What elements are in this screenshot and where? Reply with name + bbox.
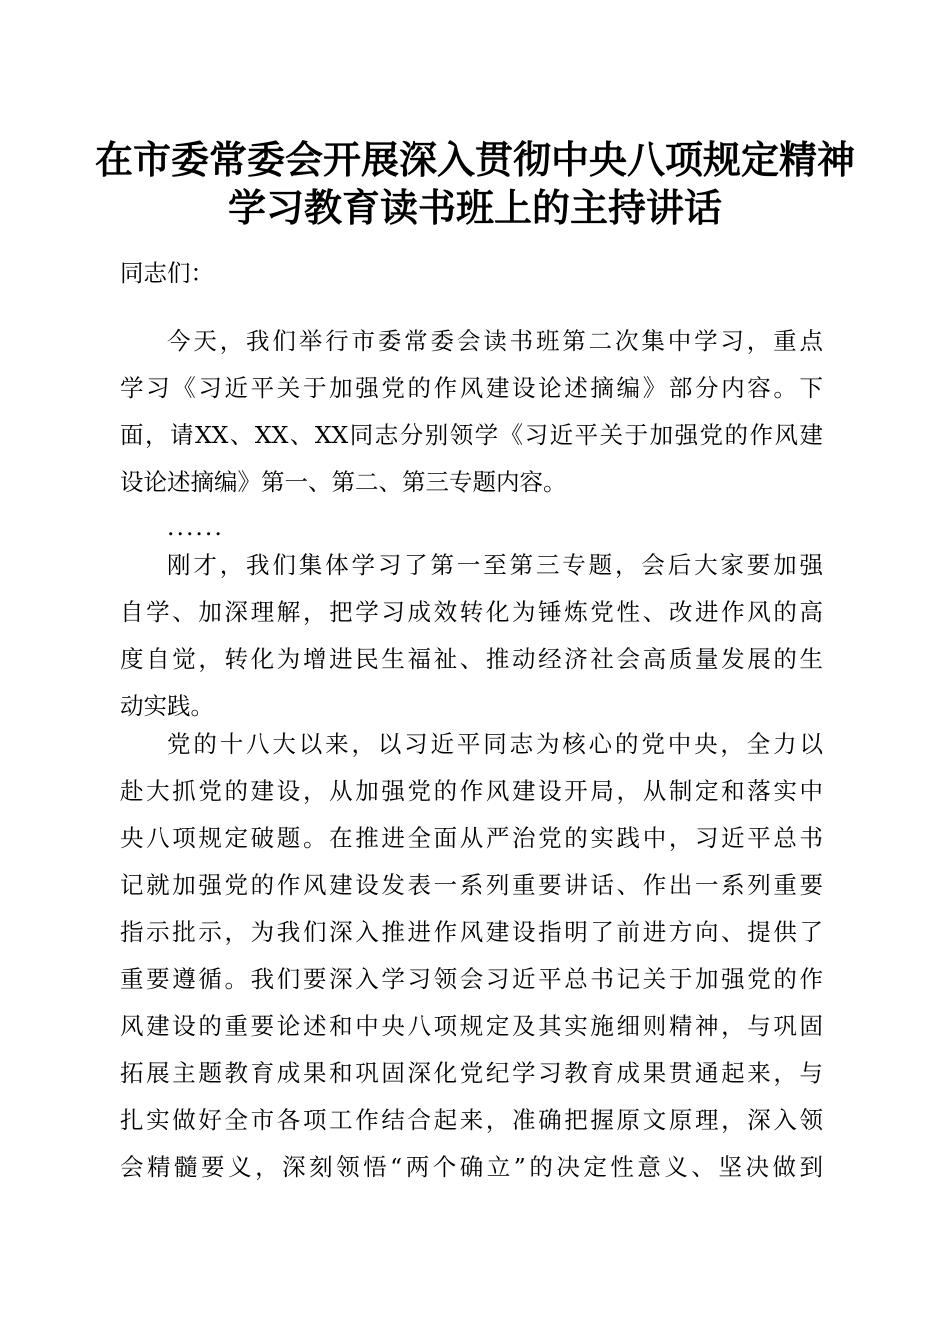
paragraph-line: 自学、加深理解，把学习成效转化为锤炼党性、改进作风的高: [120, 598, 823, 626]
paragraph-line: 扎实做好全市各项工作结合起来，准确把握原文原理，深入领: [120, 1106, 823, 1134]
paragraph-line: 动实践。: [120, 692, 214, 720]
paragraph-line: 央八项规定破题。在推进全面从严治党的实践中，习近平总书: [120, 824, 823, 852]
paragraph-line: 会精髓要义，深刻领悟“两个确立”的决定性意义、坚决做到: [120, 1153, 823, 1181]
paragraph-line: 记就加强党的作风建设发表一系列重要讲话、作出一系列重要: [120, 871, 823, 899]
paragraph-line: 度自觉，转化为增进民生福祉、推动经济社会高质量发展的生: [120, 645, 823, 673]
paragraph-line: 面，请XX、XX、XX同志分别领学《习近平关于加强党的作风建: [120, 421, 823, 449]
paragraph-line: 今天，我们举行市委常委会读书班第二次集中学习，重点: [167, 327, 823, 355]
salutation: 同志们：: [120, 259, 214, 287]
paragraph-line: 指示批示，为我们深入推进作风建设指明了前进方向、提供了: [120, 918, 823, 946]
paragraph-line: 学习《习近平关于加强党的作风建设论述摘编》部分内容。下: [120, 374, 823, 402]
paragraph-line: 拓展主题教育成果和巩固深化党纪学习教育成果贯通起来，与: [120, 1059, 823, 1087]
paragraph-line: 风建设的重要论述和中央八项规定及其实施细则精神，与巩固: [120, 1012, 823, 1040]
paragraph-line: 刚才，我们集体学习了第一至第三专题，会后大家要加强: [167, 551, 823, 579]
paragraph-line: 党的十八大以来，以习近平同志为核心的党中央，全力以: [167, 730, 823, 758]
document-title-line-2: 学习教育读书班上的主持讲话: [227, 185, 722, 230]
paragraph-line: 设论述摘编》第一、第二、第三专题内容。: [120, 468, 567, 496]
document-title-line-1: 在市委常委会开展深入贯彻中央八项规定精神: [94, 137, 855, 182]
paragraph-line: 重要遵循。我们要深入学习领会习近平总书记关于加强党的作: [120, 965, 823, 993]
ellipsis: ......: [167, 513, 224, 541]
paragraph-line: 赴大抓党的建设，从加强党的作风建设开局，从制定和落实中: [120, 777, 823, 805]
